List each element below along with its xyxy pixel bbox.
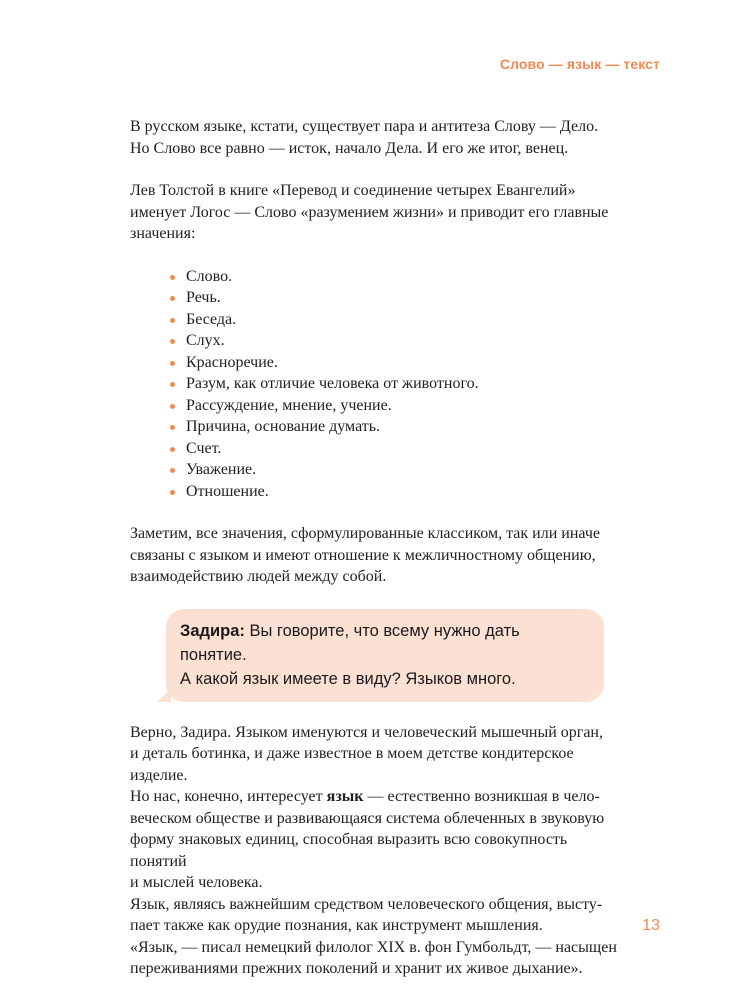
list-item: Отношение. bbox=[170, 481, 618, 503]
text-line: форму знаковых единиц, способная выразить всю совокупность понятий bbox=[130, 831, 568, 870]
meanings-list bbox=[130, 266, 618, 503]
list-item: Разум, как отличие человека от животного. bbox=[170, 373, 618, 395]
text-line: взаимодействию людей между собой. bbox=[130, 568, 387, 585]
bullet-dot-icon bbox=[170, 404, 175, 409]
list-item: Красноречие. bbox=[170, 352, 618, 374]
speech-line bbox=[180, 619, 590, 667]
page-content bbox=[130, 116, 618, 980]
bullet-dot-icon bbox=[170, 339, 175, 344]
term-language: язык bbox=[326, 788, 364, 805]
list-item: Причина, основание думать. bbox=[170, 416, 618, 438]
list-item: Уважение. bbox=[170, 459, 618, 481]
bullet-dot-icon bbox=[170, 382, 175, 387]
speech-text: Вы говорите, что всему нужно дать понятие. bbox=[180, 621, 520, 664]
list-item: Речь. bbox=[170, 287, 618, 309]
text-line: пает также как орудие познания, как инструмент мышления. bbox=[130, 917, 543, 934]
list-item: Слух. bbox=[170, 330, 618, 352]
text-line: Но нас, конечно, интересует язык — естественно возникшая в чело- bbox=[130, 788, 600, 805]
text-line: значения: bbox=[130, 225, 196, 242]
text-line: Заметим, все значения, сформулированные классиком, так или иначе bbox=[130, 525, 600, 542]
text-line: переживаниями прежних поколений и хранит их живое дыхание». bbox=[130, 960, 583, 977]
bullet-dot-icon bbox=[170, 425, 175, 430]
speech-bubble-tail bbox=[157, 688, 171, 702]
paragraph-body bbox=[130, 722, 618, 980]
list-item: Беседа. bbox=[170, 309, 618, 331]
paragraph-antithesis bbox=[130, 116, 618, 159]
paragraph-meanings-summary bbox=[130, 523, 618, 588]
bullet-dot-icon bbox=[170, 318, 175, 323]
text-line: «Язык, — писал немецкий филолог XIX в. фон Гумбольдт, — насыщен bbox=[130, 938, 617, 956]
bullet-dot-icon bbox=[170, 275, 175, 280]
text-line: Лев Толстой в книге «Перевод и соединение четырех Евангелий» bbox=[130, 182, 576, 199]
text-line: Но Слово все равно — исток, начало Дела. И его же итог, венец. bbox=[130, 139, 569, 157]
bullet-dot-icon bbox=[170, 490, 175, 495]
list-item: Слово. bbox=[170, 266, 618, 288]
speaker-name: Задира: bbox=[180, 621, 245, 640]
text-line: и мыслей человека. bbox=[130, 874, 263, 891]
list-item: Рассуждение, мнение, учение. bbox=[170, 395, 618, 417]
text-line: В русском языке, кстати, существует пара и антитеза Слову — Дело. bbox=[130, 118, 599, 135]
bullet-dot-icon bbox=[170, 361, 175, 366]
bullet-dot-icon bbox=[170, 296, 175, 301]
speech-bubble bbox=[166, 609, 604, 702]
paragraph-tolstoy bbox=[130, 180, 618, 245]
list-item: Счет. bbox=[170, 438, 618, 460]
text-line: веческом обществе и развивающаяся система облеченных в звуковую bbox=[130, 809, 605, 827]
text-line: и деталь ботинка, и даже известное в моем детстве кондитерское изделие. bbox=[130, 745, 574, 784]
bullet-dot-icon bbox=[170, 447, 175, 452]
page-number: 13 bbox=[642, 917, 660, 934]
text-line: Язык, являясь важнейшим средством человеческого общения, высту- bbox=[130, 895, 603, 913]
text-line: связаны с языком и имеют отношение к межличностному общению, bbox=[130, 546, 596, 564]
speech-line: А какой язык имеете в виду? Языков много. bbox=[180, 669, 516, 688]
text-line: именует Логос — Слово «разумением жизни» и приводит его главные bbox=[130, 203, 609, 221]
text-line: Верно, Задира. Языком именуются и человеческий мышечный орган, bbox=[130, 723, 603, 741]
running-title: Слово — язык — текст bbox=[499, 56, 660, 72]
bullet-dot-icon bbox=[170, 468, 175, 473]
